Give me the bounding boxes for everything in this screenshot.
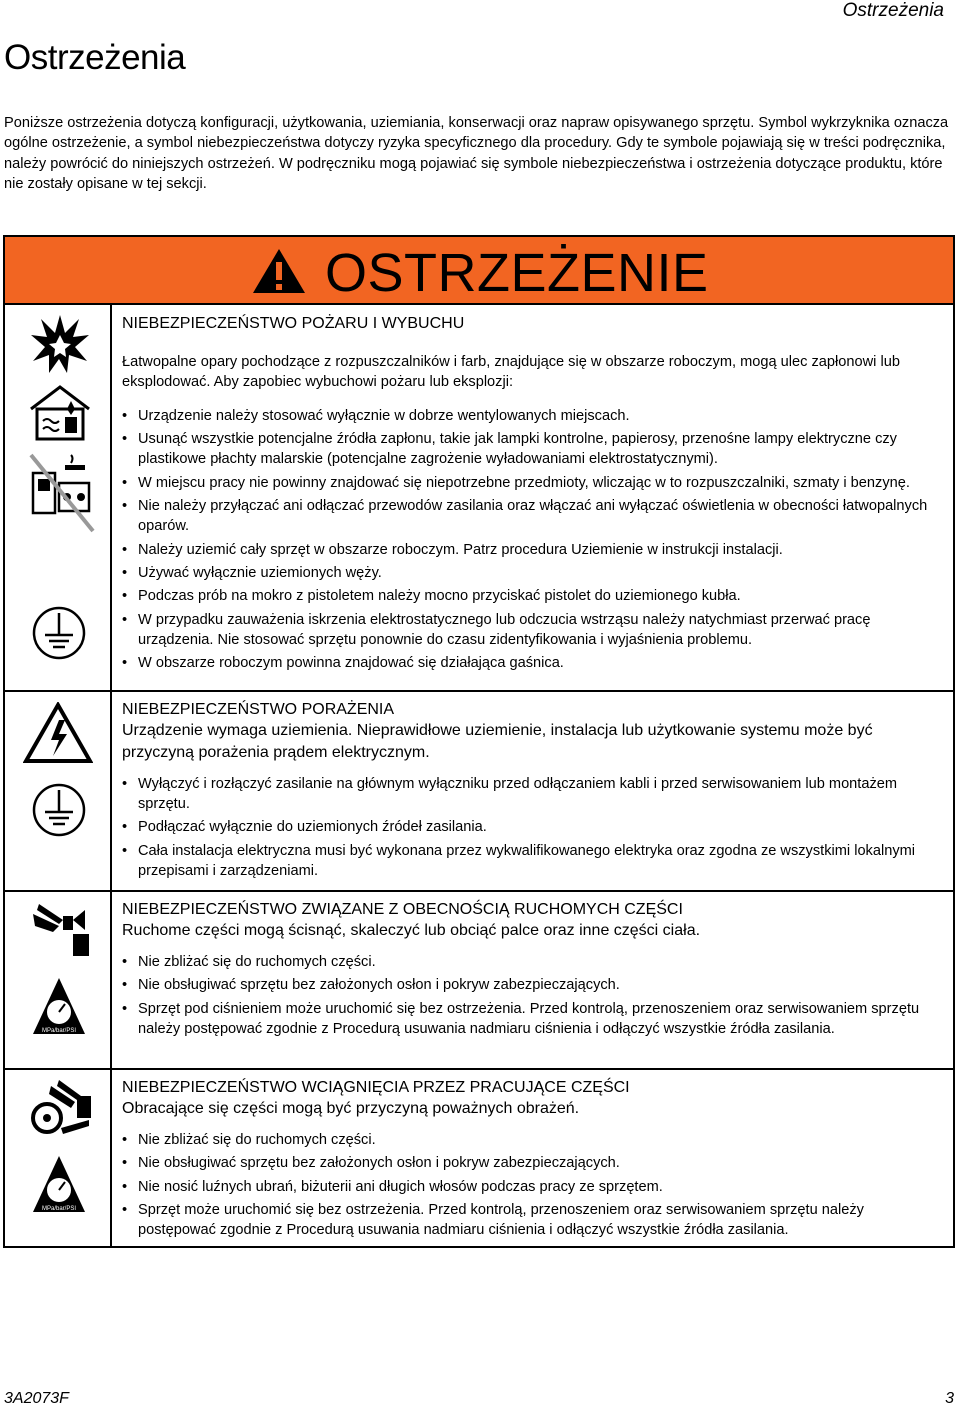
ground-icon [31, 782, 87, 838]
precaution-list [122, 952, 943, 1039]
entanglement-icon [29, 1076, 95, 1138]
list-item: • Nie należy przyłączać ani odłączać przewodów zasilania oraz włączać ani wyłączać oświetlenia w obecności łatwopalnych oparów. [122, 496, 943, 536]
list-item: • W obszarze roboczym powinna znajdować się działająca gaśnica. [122, 653, 943, 673]
ground-icon [31, 605, 87, 661]
fumes-ignition-icon [27, 383, 93, 443]
intro-paragraph: Poniższe ostrzeżenia dotyczą konfiguracji, użytkowania, uziemiania, konserwacji oraz napraw opisywanego sprzętu. Symbol wykrzyknika oznacza ogólne ostrzeżenie, a symbol niebezpieczeństwa dotyczy ryzyka specyficznego dla procedury. Gdy te symbole pojawiają się w treści podręcznika, należy powrócić do niniejszych ostrzeżeń. W podręczniku mogą pojawiać się symbole niebezpieczeństwa i ostrzeżenia dotyczące produktu, które nie zostały opisane w tej sekcji. [4, 115, 949, 193]
list-item: • Nie zbliżać się do ruchomych części. [122, 1130, 943, 1150]
section-fire-explosion [5, 305, 953, 692]
list-item: • Sprzęt może uruchomić się bez ostrzeżenia. Przed kontrolą, przenoszeniem oraz serwisowaniem sprzętu należy postępować zgodnie z Procedurą usuwania nadmiaru ciśnienia i odłączyć wszystkie źródła zasilania. [122, 1200, 943, 1240]
section-icons [5, 692, 112, 890]
warning-banner [5, 237, 953, 305]
list-item: • W przypadku zauważenia iskrzenia elektrostatycznego lub odczucia wstrząsu należy natychmiast przerwać pracę urządzenia. Nie stosować sprzętu ponownie do czasu zidentyfikowania i wyjaśnienia problemu. [122, 610, 943, 650]
list-item: • Podłączać wyłącznie do uziemionych źródeł zasilania. [122, 817, 943, 837]
section-icons [5, 1070, 112, 1246]
section-title: NIEBEZPIECZEŃSTWO WCIĄGNIĘCIA PRZEZ PRACUJĄCE CZĘŚCI [122, 1079, 630, 1096]
list-item: • Nie obsługiwać sprzętu bez założonych osłon i pokryw zabezpieczających. [122, 1153, 943, 1173]
page-number: 3 [945, 1390, 954, 1407]
list-item: • Należy uziemić cały sprzęt w obszarze roboczym. Patrz procedura Uziemienie w instrukcji instalacji. [122, 540, 943, 560]
explosion-icon [29, 313, 91, 375]
pressure-gauge-icon [31, 976, 87, 1038]
section-title: NIEBEZPIECZEŃSTWO POŻARU I WYBUCHU [122, 315, 465, 332]
pressure-label: MPa/bar/PSI [41, 1206, 77, 1212]
precaution-list [122, 406, 943, 673]
section-subtitle: Obracające się części mogą być przyczyną poważnych obrażeń. [122, 1100, 580, 1117]
list-item: • Nie zbliżać się do ruchomych części. [122, 952, 943, 972]
section-icons [5, 305, 112, 690]
pressure-gauge-icon [31, 1154, 87, 1216]
section-subtitle: Urządzenie wymaga uziemienia. Nieprawidłowe uziemienie, instalacja lub użytkowanie systemu może być przyczyną porażenia prądem elektrycznym. [122, 722, 873, 761]
running-header: Ostrzeżenia [842, 0, 944, 21]
list-item: • Wyłączyć i rozłączyć zasilanie na głównym wyłączniku przed odłączaniem kabli i przed serwisowaniem lub montażem sprzętu. [122, 774, 943, 814]
list-item: • Podczas prób na mokro z pistoletem należy mocno przyciskać pistolet do uziemionego kubła. [122, 586, 943, 606]
section-title: NIEBEZPIECZEŃSTWO ZWIĄZANE Z OBECNOŚCIĄ RUCHOMYCH CZĘŚCI [122, 901, 683, 918]
section-content [112, 692, 953, 890]
section-icons [5, 892, 112, 1068]
list-item: • Cała instalacja elektryczna musi być wykonana przez wykwalifikowanego elektryka oraz zgodna ze wszystkimi lokalnymi przepisami i zarządzeniami. [122, 841, 943, 881]
no-smoking-equipment-icon [27, 453, 97, 535]
list-item: • W miejscu pracy nie powinny znajdować się niepotrzebne przedmioty, wliczając w to rozpuszczalniki, szmaty i benzynę. [122, 473, 943, 493]
list-item: • Sprzęt pod ciśnieniem może uruchomić się bez ostrzeżenia. Przed kontrolą, przenoszeniem oraz serwisowaniem sprzętu należy postępować zgodnie z Procedurą usuwania nadmiaru ciśnienia i odłączyć wszystkie źródła zasilania. [122, 999, 943, 1039]
section-content [112, 305, 953, 690]
section-subtitle: Ruchome części mogą ścisnąć, skaleczyć lub obciąć palce oraz inne części ciała. [122, 922, 701, 939]
precaution-list [122, 1130, 943, 1240]
pressure-label: MPa/bar/PSI [41, 1028, 77, 1034]
section-electric-shock [5, 692, 953, 892]
pinch-hand-icon [29, 900, 93, 958]
section-description: Łatwopalne opary pochodzące z rozpuszczalników i farb, znajdujące się w obszarze roboczym, mogą ulec zapłonowi lub eksplodować. Aby zapobiec wybuchowi pożaru lub eksplozji: [122, 354, 900, 390]
section-moving-parts [5, 892, 953, 1070]
list-item: • Nie obsługiwać sprzętu bez założonych osłon i pokryw zabezpieczających. [122, 975, 943, 995]
section-content [112, 892, 953, 1068]
list-item: • Urządzenie należy stosować wyłącznie w dobrze wentylowanych miejscach. [122, 406, 943, 426]
electric-shock-icon [23, 702, 93, 764]
precaution-list [122, 774, 943, 881]
warning-word: OSTRZEŻENIE [325, 243, 709, 303]
list-item: • Usunąć wszystkie potencjalne źródła zapłonu, takie jak lampki kontrolne, papierosy, przenośne lampy elektryczne czy plastikowe płachty malarskie (potencjalne zagrożenie wyładowaniami elektrostatycznymi). [122, 429, 943, 469]
list-item: • Używać wyłącznie uziemionych węży. [122, 563, 943, 583]
warning-table [3, 235, 955, 1248]
section-content [112, 1070, 953, 1246]
section-title: NIEBEZPIECZEŃSTWO PORAŻENIA [122, 701, 395, 718]
section-entanglement [5, 1070, 953, 1246]
warning-triangle-icon [251, 247, 307, 295]
page-title: Ostrzeżenia [4, 38, 186, 77]
list-item: • Nie nosić luźnych ubrań, biżuterii ani długich włosów podczas pracy ze sprzętem. [122, 1177, 943, 1197]
document-number: 3A2073F [4, 1390, 69, 1407]
